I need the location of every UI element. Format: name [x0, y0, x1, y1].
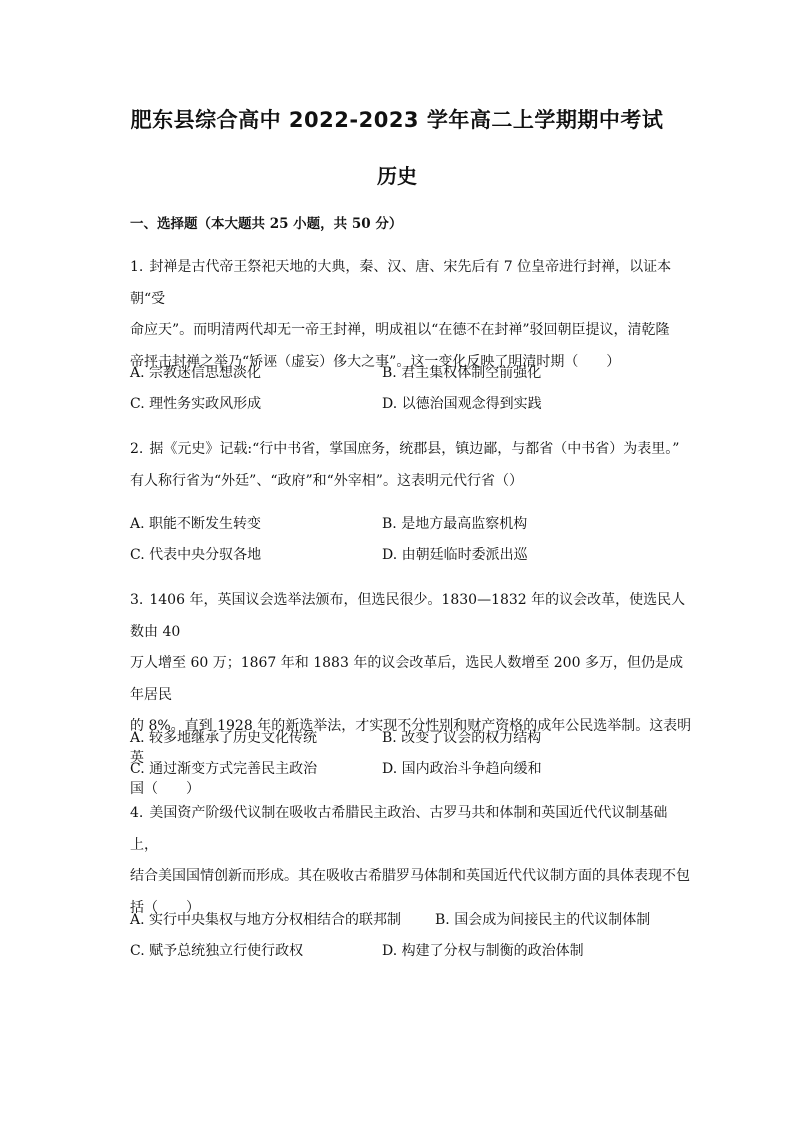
option-d[interactable]: D. 构建了分权与制衡的政治体制 — [382, 943, 584, 959]
option-d[interactable]: D. 由朝廷临时委派出巡 — [382, 547, 528, 563]
option-a[interactable]: A. 较多地继承了历史文化传统 — [130, 730, 318, 746]
question-number: 3. — [130, 592, 144, 608]
question-line: 2. 据《元史》记载:“行中书省，掌国庶务，统郡县，镇边鄙，与都省（中书省）为表里。” — [130, 441, 680, 457]
question-line: 命应天”。而明清两代却无一帝王封禅，明成祖以“在德不在封禅”驳回朝臣提议，清乾隆 — [130, 322, 670, 338]
option-c[interactable]: C. 理性务实政风形成 — [130, 396, 262, 412]
question-4-options — [130, 905, 695, 967]
question-2-options — [130, 509, 695, 571]
option-c[interactable]: C. 通过渐变方式完善民主政治 — [130, 761, 318, 777]
option-a[interactable]: A. 宗教迷信思想淡化 — [130, 365, 262, 381]
option-b[interactable]: B. 改变了议会的权力结构 — [382, 730, 542, 746]
question-line: 帝抨击封禅之举乃“矫诬（虚妄）侈大之事”。这一变化反映了明清时期（ ） — [130, 353, 621, 370]
question-line: 4. 美国资产阶级代议制在吸收古希腊民主政治、古罗马共和体制和英国近代代议制基础上， — [130, 805, 668, 853]
question-line: 括（ ） — [130, 899, 200, 916]
option-c[interactable]: C. 赋予总统独立行使行政权 — [130, 943, 304, 959]
option-d[interactable]: D. 国内政治斗争趋向缓和 — [382, 761, 542, 777]
question-line: 的 8%。直到 1928 年的新选举法，才实现不分性别和财产资格的成年公民选举制。这表明英 — [130, 718, 692, 766]
question-number: 1. — [130, 259, 144, 275]
option-b[interactable]: B. 是地方最高监察机构 — [382, 516, 528, 532]
question-line: 国（ ） — [130, 781, 200, 797]
question-number: 2. — [130, 441, 144, 457]
exam-title: 肥东县综合高中 2022-2023 学年高二上学期期中考试 — [130, 108, 664, 132]
option-b[interactable]: B. 国会成为间接民主的代议制体制 — [435, 912, 651, 928]
question-2 — [130, 434, 695, 497]
subject-title: 历史 — [377, 164, 417, 188]
option-a[interactable]: A. 职能不断发生转变 — [130, 516, 262, 532]
question-1-options — [130, 358, 695, 420]
question-line: 有人称行省为“外廷”、“政府”和“外宰相”。这表明元代行省（） — [130, 472, 523, 489]
option-c[interactable]: C. 代表中央分驭各地 — [130, 547, 262, 563]
question-line: 结合美国国情创新而形成。其在吸收古希腊罗马体制和英国近代代议制方面的具体表现不包 — [130, 868, 690, 884]
question-line: 3. 1406 年，英国议会选举法颁布，但选民很少。1830—1832 年的议会改革，使选民人数由 40 — [130, 592, 686, 640]
question-3-options — [130, 723, 695, 785]
question-number: 4. — [130, 805, 144, 821]
option-d[interactable]: D. 以德治国观念得到实践 — [382, 396, 542, 412]
section-heading: 一、选择题（本大题共 25 小题，共 50 分） — [130, 216, 403, 232]
option-b[interactable]: B. 君主集权体制空前强化 — [382, 365, 542, 381]
option-a[interactable]: A. 实行中央集权与地方分权相结合的联邦制 — [130, 912, 402, 928]
question-line: 1. 封禅是古代帝王祭祀天地的大典，秦、汉、唐、宋先后有 7 位皇帝进行封禅，以证本朝“受 — [130, 259, 672, 307]
question-line: 万人增至 60 万；1867 年和 1883 年的议会改革后，选民人数增至 200 多万，但仍是成年居民 — [130, 655, 683, 703]
